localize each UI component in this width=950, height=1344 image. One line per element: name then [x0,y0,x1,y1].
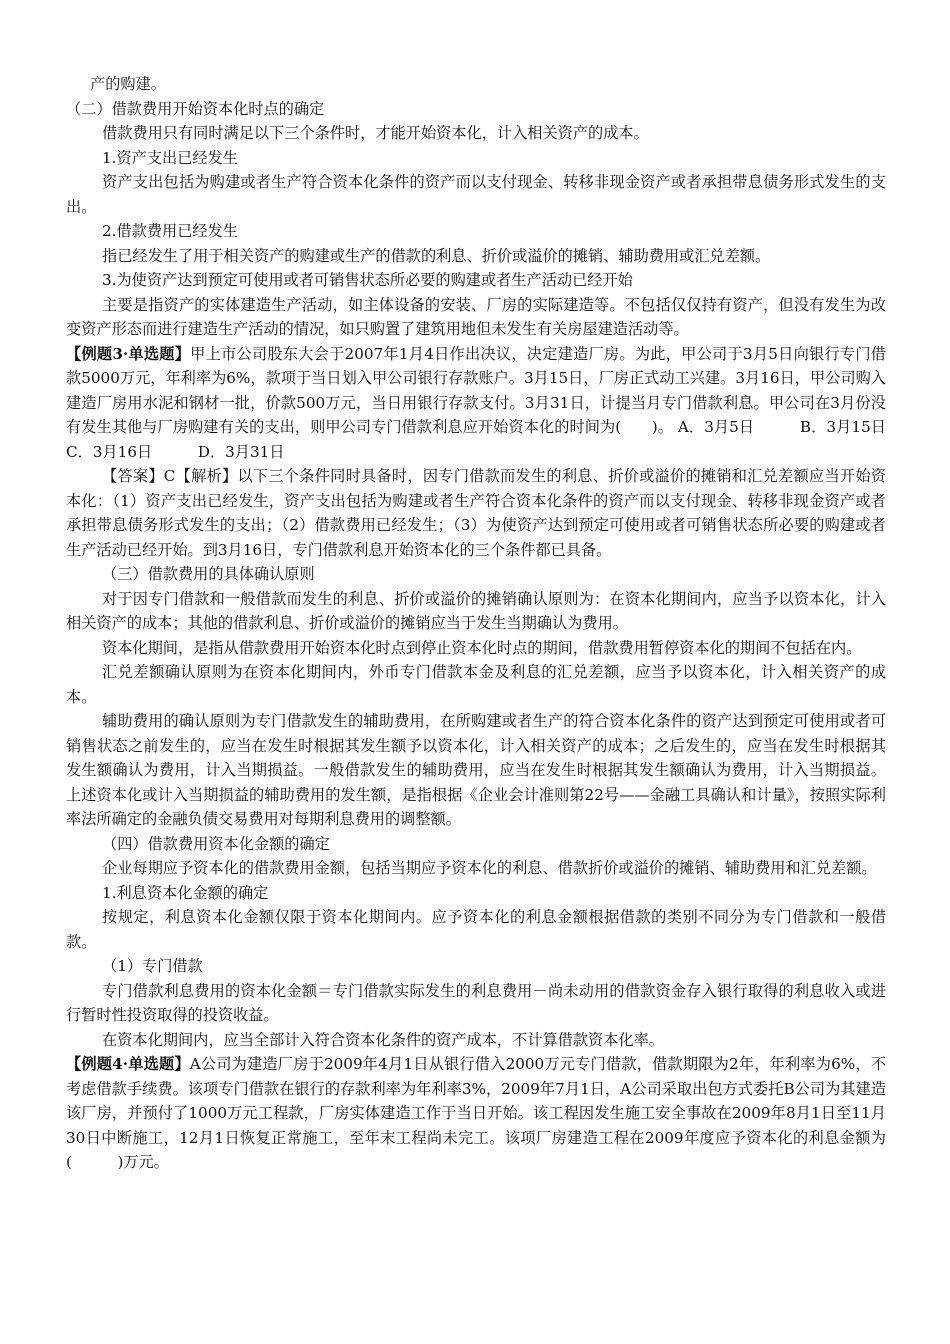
example-label: 【例题3·单选题】 [66,344,191,363]
paragraph: 对于因专门借款和一般借款而发生的利息、折价或溢价的摊销确认原则为：在资本化期间内，应当予以资本化，计入相关资产的成本；其他的借款利息、折价或溢价的摊销应当于发生当期确认为费用。 [66,589,886,632]
paragraph: 辅助费用的确认原则为专门借款发生的辅助费用，在所购建或者生产的符合资本化条件的资产达到预定可使用或者可销售状态之前发生的，应当在发生时根据其发生额予以资本化，计入相关资产的成本；之后发生的，应当在发生时根据其发生额确认为费用，计入当期损益。一般借款发生的辅助费用，应当在发生时根据其发生额确认为费用，计入当期损益。上述资本化或计入当期损益的辅助费用的发生额，是指根据《企业会计准则第22号——金融工具确认和计量》，按照实际利率法所确定的金融负债交易费用对每期利息费用的调整额。 [66,712,886,828]
paragraph: 产的购建。 [90,75,166,93]
condition-heading: 3.为使资产达到预定可使用或者可销售状态所必要的购建或者生产活动已经开始 [102,271,633,289]
paragraph: 按规定，利息资本化金额仅限于资本化期间内。应予资本化的利息金额根据借款的类别不同分为专门借款和一般借款。 [66,908,886,951]
condition-heading: 1.资产支出已经发生 [102,148,238,167]
paragraph: 指已经发生了用于相关资产的购建或生产的借款的利息、折价或溢价的摊销、辅助费用或汇兑差额。 [102,246,771,265]
paragraph: 企业每期应予资本化的借款费用金额，包括当期应予资本化的利息、借款折价或溢价的摊销、辅助费用和汇兑差额。 [102,859,877,877]
example-label: 【例题4·单选题】 [66,1055,190,1073]
example-text: A公司为建造厂房于2009年4月1日从银行借入2000万元专门借款，借款期限为2年，年利率为6%，不考虑借款手续费。该项专门借款在银行的存款利率为年利率3%，2009年7月1日，A公司采取出包方式委托B公司为其建造该厂房，并预付了1000万元工程款，厂房实体建造工作于当日开始。该工程因发生施工安全事故在2009年8月1日至11月30日中断施工，12月1日恢复正常施工，至年末工程尚未完工。该项厂房建造工程在2009年度应予资本化的利息金额为( )万元。 [66,1055,887,1171]
subsection-heading: 1.利息资本化金额的确定 [102,883,269,902]
paragraph: 资产支出包括为购建或者生产符合资本化条件的资产而以支付现金、转移非现金资产或者承担带息债务形式发生的支出。 [66,173,886,216]
paragraph: 借款费用只有同时满足以下三个条件时，才能开始资本化，计入相关资产的成本。 [102,124,649,142]
paragraph: 资本化期间，是指从借款费用开始资本化时点到停止资本化时点的期间，借款费用暂停资本化的期间不包括在内。 [102,638,862,657]
section-heading: （四）借款费用资本化金额的确定 [102,834,330,853]
example-text: 甲上市公司股东大会于2007年1月4日作出决议，决定建造厂房。为此，甲公司于3月5日向银行专门借款5000万元，年利率为6%，款项于当日划入甲公司银行存款账户。3月15日，厂房正式动工兴建。3月16日，甲公司购入建造厂房用水泥和钢材一批，价款500万元，当日用银行存款支付。3月31日，计提当月专门借款利息。甲公司在3月份没有发生其他与厂房购建有关的支出，则甲公司专门借款利息应开始资本化的时间为( )。 A．3月5日 B．3月15日 C．3月16日 D．3月31日 [66,344,932,461]
example-3 [66,342,932,465]
paragraph: 在资本化期间内，应当全部计入符合资本化条件的资产成本，不计算借款资本化率。 [102,1030,664,1049]
condition-heading: 2.借款费用已经发生 [102,222,238,240]
section-heading: （三）借款费用的具体确认原则 [102,565,315,583]
subsection-heading: （1）专门借款 [102,957,203,975]
document-page [66,72,932,1175]
section-heading: （二）借款费用开始资本化时点的确定 [66,99,325,118]
example-4 [66,1052,886,1175]
paragraph: 专门借款利息费用的资本化金额＝专门借款实际发生的利息费用－尚未动用的借款资金存入银行取得的利息收入或进行暂时性投资取得的投资收益。 [66,981,886,1024]
paragraph: 主要是指资产的实体建造生产活动，如主体设备的安装、厂房的实际建造等。不包括仅仅持有资产，但没有发生为改变资产形态而进行建造生产活动的情况，如只购置了建筑用地但未发生有关房屋建造活动等。 [66,295,886,338]
paragraph: 汇兑差额确认原则为在资本化期间内，外币专门借款本金及利息的汇兑差额，应当予以资本化，计入相关资产的成本。 [66,663,886,706]
answer-analysis: 【答案】C【解析】以下三个条件同时具备时，因专门借款而发生的利息、折价或溢价的摊销和汇兑差额应当开始资本化：（1）资产支出已经发生，资产支出包括为购建或者生产符合资本化条件的资产而以支付现金、转移非现金资产或者承担带息债务形式发生的支出；（2）借款费用已经发生；（3）为使资产达到预定可使用或者可销售状态所必要的购建或者生产活动已经开始。到3月16日，专门借款利息开始资本化的三个条件都已具备。 [66,467,886,559]
